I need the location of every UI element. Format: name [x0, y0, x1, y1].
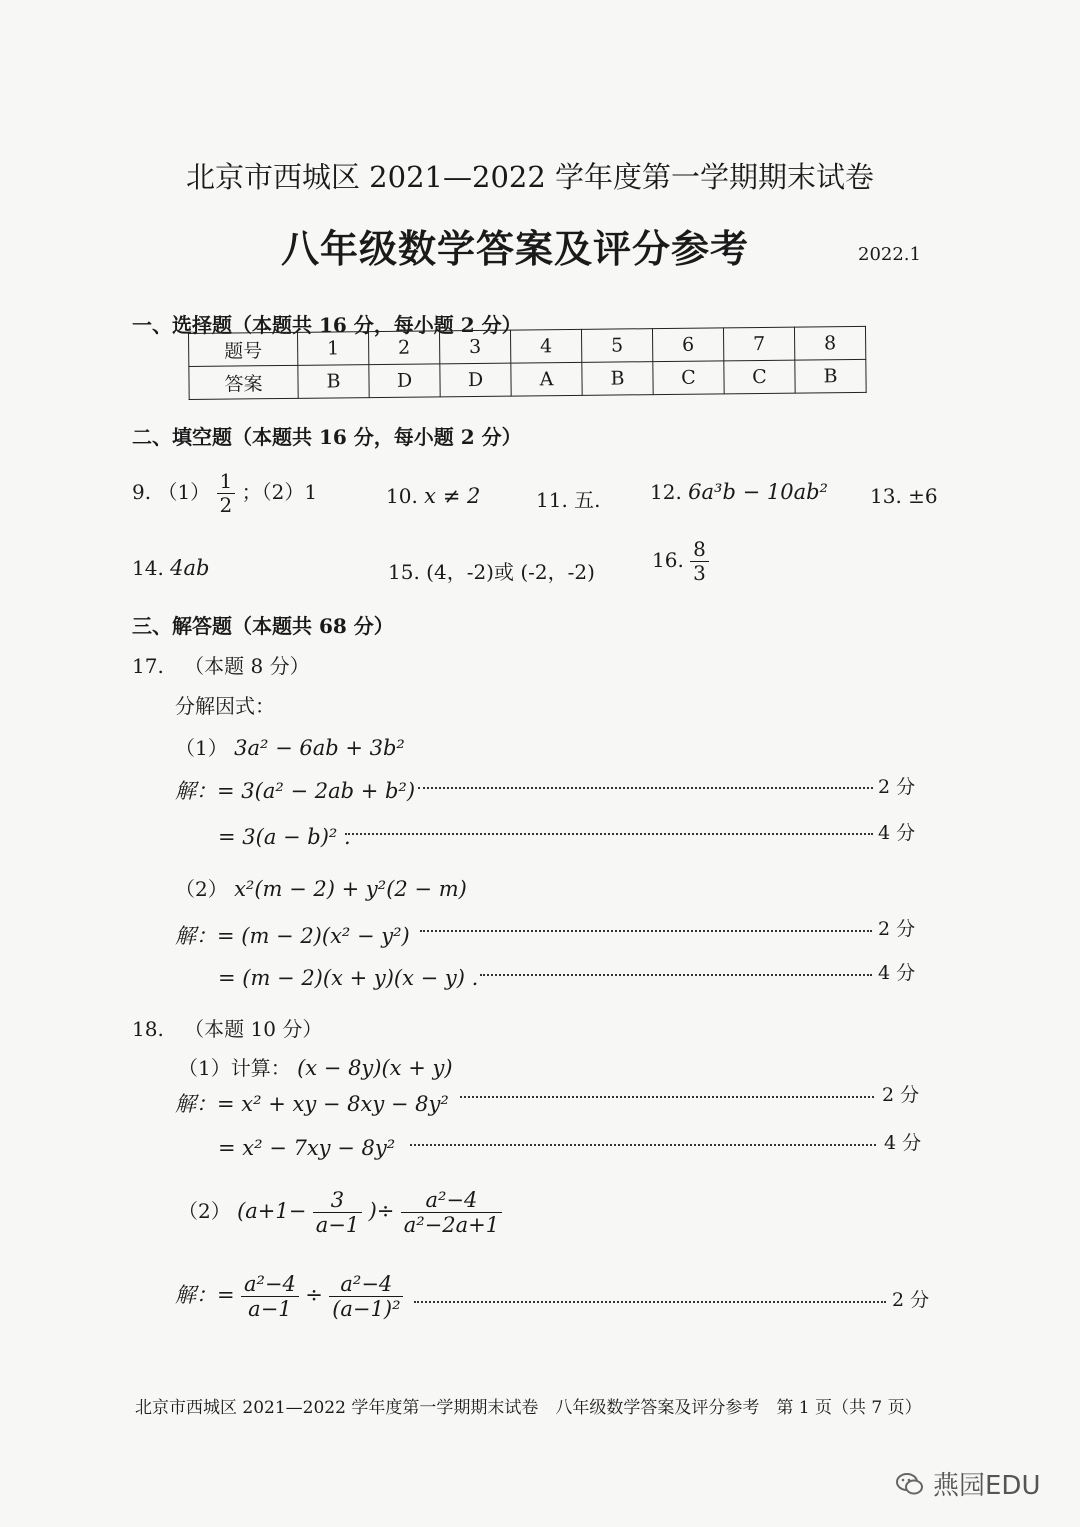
question-number: 1	[297, 332, 368, 366]
q16-answer	[652, 538, 709, 585]
q18-part1	[178, 1052, 453, 1081]
q9-answer	[132, 470, 317, 517]
answer-cell: B	[795, 359, 866, 393]
q17-part1-step2-score: 4 分	[878, 822, 916, 844]
answer-cell: B	[298, 365, 369, 399]
q18-part2-step1-score: 2 分	[892, 1289, 930, 1311]
q16-denominator: 3	[693, 561, 706, 585]
dotted-leader	[420, 930, 872, 932]
q16-numerator: 8	[690, 538, 709, 562]
q18-part2-sol-fraction2	[329, 1272, 403, 1321]
q17-part2-step1-score: 2 分	[878, 918, 916, 940]
question-number: 3	[439, 330, 510, 364]
q14-expr: 4ab	[170, 556, 210, 580]
answer-cell: A	[511, 362, 582, 396]
q17-part2	[175, 873, 467, 902]
q17-points: （本题 8 分）	[184, 654, 310, 678]
q17-header	[132, 650, 310, 679]
question-number: 2	[368, 331, 439, 365]
answer-cell: C	[653, 361, 724, 395]
q10-answer	[386, 484, 480, 508]
q18-part1-step1-score: 2 分	[882, 1084, 920, 1106]
q18-part1-expr: (x − 8y)(x + y)	[297, 1056, 453, 1080]
q17-part1-label: （1）	[175, 736, 228, 760]
q12-expr: 6a³b − 10ab²	[688, 480, 828, 504]
q18-part2-label: （2）	[178, 1199, 231, 1224]
q18-part2-sol-f2-denominator: (a−1)²	[332, 1297, 401, 1322]
section1-heading: 一、选择题（本题共 16 分，每小题 2 分）	[132, 313, 522, 337]
q18-part2-a: (a+1−	[237, 1199, 307, 1224]
question-number: 6	[652, 328, 723, 362]
q17-number: 17.	[132, 654, 164, 678]
q13-number: 13.	[870, 484, 902, 508]
q18-part2-sol-fraction1	[241, 1272, 299, 1321]
section2-heading: 二、填空题（本题共 16 分，每小题 2 分）	[132, 425, 522, 449]
watermark	[895, 1465, 1040, 1502]
q18-part2-f2-numerator: a²−4	[401, 1188, 502, 1213]
q9-numerator: 1	[217, 470, 236, 494]
q9-part1-label: （1）	[157, 480, 211, 504]
q18-points: （本题 10 分）	[184, 1017, 323, 1041]
q12-answer	[650, 480, 828, 504]
q18-part2-f2-denominator: a²−2a+1	[403, 1213, 500, 1238]
q18-part2-fraction1	[313, 1188, 362, 1237]
answer-cell: D	[440, 363, 511, 397]
q15-expr: (4，-2)或 (-2，-2)	[426, 560, 595, 584]
q18-part2-sol-divide: ÷	[305, 1283, 323, 1308]
q18-part2-f1-denominator: a−1	[315, 1213, 360, 1238]
question-number: 4	[510, 329, 581, 363]
dotted-leader	[410, 1144, 876, 1146]
page-footer: 北京市西城区 2021—2022 学年度第一学期期末试卷 八年级数学答案及评分参考 第 1 页（共 7 页）	[135, 1398, 922, 1418]
answer-key-title: 八年级数学答案及评分参考	[280, 226, 749, 271]
dotted-leader	[418, 787, 873, 789]
section3-heading: 三、解答题（本题共 68 分）	[132, 614, 394, 638]
q10-number: 10.	[386, 484, 418, 508]
answer-table	[188, 326, 867, 400]
q18-header	[132, 1013, 322, 1042]
q18-part1-label: （1）计算：	[178, 1056, 291, 1080]
dotted-leader	[345, 833, 873, 835]
exam-title: 北京市西城区 2021—2022 学年度第一学期期末试卷	[185, 160, 875, 194]
q13-expr: ±6	[908, 484, 938, 508]
q18-part2-solution	[175, 1272, 403, 1321]
q17-instruction: 分解因式：	[175, 694, 275, 718]
q18-part1-step1: 解：= x² + xy − 8xy − 8y²	[175, 1092, 449, 1116]
q9-number: 9.	[132, 480, 152, 504]
dotted-leader	[414, 1301, 886, 1303]
q17-part2-label: （2）	[175, 877, 228, 901]
q13-answer	[870, 484, 938, 508]
q18-part2-fraction2	[401, 1188, 502, 1237]
q17-part1-expr: 3a² − 6ab + 3b²	[234, 736, 405, 760]
q18-part2	[178, 1188, 502, 1237]
row-label-answer: 答案	[189, 365, 298, 399]
q17-part1	[175, 732, 405, 761]
q15-answer	[388, 556, 595, 585]
q11-number: 11.	[536, 488, 568, 512]
q12-number: 12.	[650, 480, 682, 504]
answer-cell: D	[369, 364, 440, 398]
q9-fraction	[217, 470, 236, 517]
q17-part1-step1: 解：= 3(a² − 2ab + b²)	[175, 779, 416, 803]
q11-expr: 五.	[574, 488, 601, 512]
q14-number: 14.	[132, 556, 164, 580]
q18-part2-b: )÷	[368, 1199, 395, 1224]
q17-part2-step2-score: 4 分	[878, 962, 916, 984]
q14-answer	[132, 556, 210, 580]
q18-part2-f1-numerator: 3	[313, 1188, 362, 1213]
watermark-text: 燕园EDU	[933, 1471, 1041, 1501]
q16-fraction	[690, 538, 709, 585]
wechat-icon	[895, 1471, 925, 1497]
q10-expr: x ≠ 2	[424, 484, 481, 508]
answer-row	[189, 359, 866, 399]
answer-cell: B	[582, 362, 653, 396]
q17-part1-step2: = 3(a − b)² .	[218, 825, 351, 849]
q18-part2-sol-f1-numerator: a²−4	[241, 1272, 299, 1297]
q18-part1-step2-score: 4 分	[884, 1132, 922, 1154]
q9-part2: ；（2）1	[241, 480, 318, 504]
q17-part1-step1-score: 2 分	[878, 776, 916, 798]
q18-part2-sol-label: 解：=	[175, 1283, 235, 1308]
q15-number: 15.	[388, 560, 420, 584]
q18-part2-sol-f1-denominator: a−1	[248, 1297, 292, 1322]
q18-part2-sol-f2-numerator: a²−4	[329, 1272, 403, 1297]
q16-number: 16.	[652, 548, 684, 572]
q18-number: 18.	[132, 1017, 164, 1041]
answer-cell: C	[724, 360, 795, 394]
q17-part2-step2: = (m − 2)(x + y)(x − y) .	[218, 966, 479, 990]
dotted-leader	[460, 1096, 874, 1098]
question-number: 7	[723, 327, 794, 361]
question-number: 8	[794, 326, 865, 360]
q9-denominator: 2	[219, 493, 233, 517]
q18-part1-step2: = x² − 7xy − 8y²	[218, 1136, 396, 1160]
dotted-leader	[480, 974, 872, 976]
q17-part2-step1: 解：= (m − 2)(x² − y²)	[175, 924, 410, 948]
q17-part2-expr: x²(m − 2) + y²(2 − m)	[234, 877, 467, 901]
exam-date: 2022.1	[858, 244, 921, 265]
q11-answer	[536, 484, 601, 513]
question-number: 5	[581, 329, 652, 363]
row-label-question: 题号	[189, 332, 298, 366]
